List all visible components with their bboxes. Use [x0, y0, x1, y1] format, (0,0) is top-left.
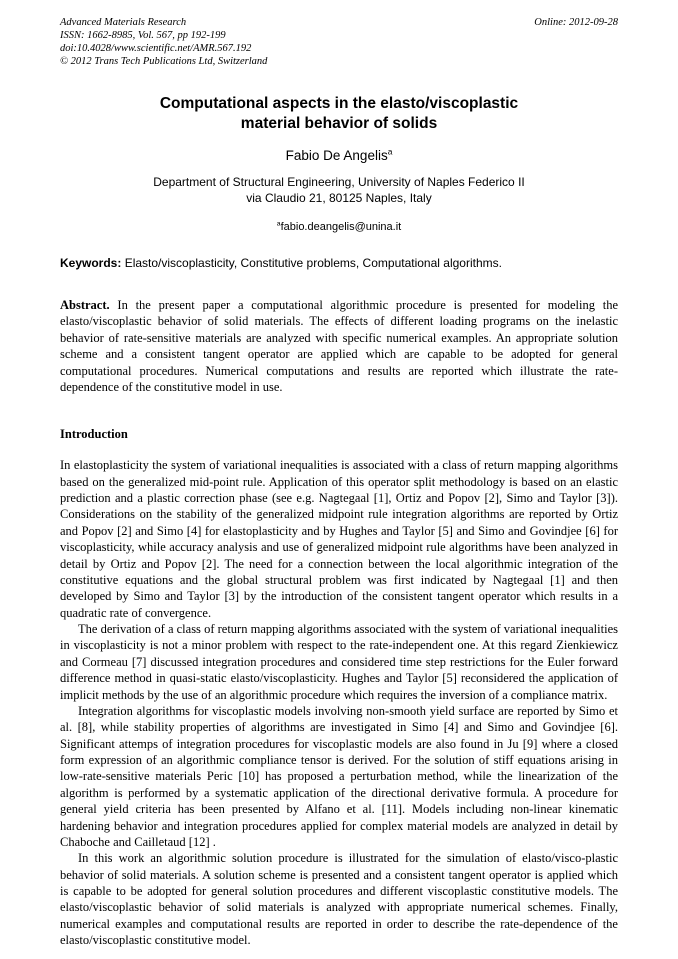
journal-name: Advanced Materials Research	[60, 17, 187, 28]
intro-paragraph-4: In this work an algorithmic solution procedure is illustrated for the simulation of elasto/visco-plastic behavior of solid materials. A solution scheme is presented and a consistent tangent operator is applied which is capable to be adopted for general solution procedures and different viscoplastic constitutive models. The elasto/viscoplastic behavior of solid materials is analyzed with appropriate numerical schemes. Finally, numerical examples and computational results are reported in order to describe the rate-dependence of the elasto/viscoplastic constitutive model.	[60, 851, 618, 948]
intro-paragraph-1: In elastoplasticity the system of variational inequalities is associated with a class of return mapping algorithms based on the generalized mid-point rule. Application of this operator split methodology is based on an elastic prediction and a plastic correction phase (see e.g. Nagtegaal [1], Ortiz and Popov [2], Simo and Taylor [3]). Considerations on the stability of the generalized midpoint rule integration algorithms are reported by Ortiz and Popov [2] and Simo [4] for elastoplasticity and by Hughes and Taylor [5] and Simo and Govindjee [6] for viscoplasticity, while accuracy analysis and use of generalized midpoint rule algorithms have been analyzed in detail by Ortiz and Popov [2]. The need for a connection between the local algorithmic integration of the constitutive equations and the global structural problem was first indicated by Nagtegaal [1] and then developed by Simo and Taylor [3] by the introduction of the consistent tangent operator which results in a quadratic rate of convergence.	[60, 458, 618, 620]
section-heading-introduction: Introduction	[60, 427, 128, 442]
author-line	[60, 148, 618, 163]
doi-line: doi:10.4028/www.scientific.net/AMR.567.192	[60, 43, 252, 55]
abstract-label: Abstract.	[60, 298, 110, 313]
online-date: Online: 2012-09-28	[534, 17, 618, 28]
affiliation	[60, 175, 618, 207]
author-email: fabio.deangelis@unina.it	[280, 221, 402, 234]
affiliation-line-1: Department of Structural Engineering, University of Naples Federico II	[153, 175, 525, 190]
abstract-paragraph	[60, 297, 618, 395]
email-affiliation-mark: a	[276, 220, 281, 228]
keywords-line	[60, 256, 618, 270]
journal-header-left	[60, 16, 267, 69]
author-name: Fabio De Angelis	[285, 148, 388, 164]
keywords-label: Keywords:	[60, 256, 122, 271]
copyright-line: © 2012 Trans Tech Publications Ltd, Switzerland	[60, 56, 268, 68]
keywords-text: Elasto/viscoplasticity, Constitutive problems, Computational algorithms.	[121, 256, 502, 271]
intro-paragraph-2: The derivation of a class of return mapping algorithms associated with the system of variational inequalities in viscoplasticity is not a minor problem with respect to the rate-independent one. At this regard Zienkiewicz and Cormeau [7] discussed integration procedures and considered time step restrictions for the Euler forward difference method in quasi-static elasto/viscoplasticity. Hughes and Taylor [5] reconsidered the application of implicit methods by the use of an algorithmic procedure which requires the inversion of a compliance matrix.	[60, 622, 618, 702]
paper-title: Computational aspects in the elasto/viscoplastic material behavior of solids	[159, 94, 519, 132]
abstract-text: In the present paper a computational algorithmic procedure is presented for modeling the elasto/viscoplastic behavior of solid materials. The effects of different loading programs on the inelastic behavior of rate-sensitive materials are analyzed with specific numerical examples. An appropriate solution scheme and a consistent tangent operator are applied which are capable to be adopted for general computational procedures. Numerical computations and results are reported which illustrate the rate-dependence of the constitutive model in use.	[60, 298, 618, 394]
author-affiliation-mark: a	[387, 146, 393, 157]
journal-header	[60, 16, 618, 69]
issn-line: ISSN: 1662-8985, Vol. 567, pp 192-199	[60, 30, 226, 42]
intro-paragraph-3: Integration algorithms for viscoplastic models involving non-smooth yield surface are reported by Simo et al. [8], while stability properties of algorithms are investigated in Simo [4] and Simo and Govindjee [6]. Significant attemps of integration procedures for viscoplastic models are also found in Ju [9] where a closed form expression of an algorithmic compliance tensor is derived. For the solution of stiff equations arising in low-rate-sensitive materials Peric [10] has proposed a perturbation method, while the linearization of the algorithm is performed by a systematic application of the directional derivative formula. A procedure for general yield criteria has been presented by Alfano et al. [11]. Models including non-linear kinematic hardening behavior and integration procedures applied for complex material models are analyzed in detail by Chaboche and Cailletaud [12] .	[60, 703, 618, 849]
author-email-line	[60, 221, 618, 233]
affiliation-line-2: via Claudio 21, 80125 Naples, Italy	[246, 191, 432, 206]
